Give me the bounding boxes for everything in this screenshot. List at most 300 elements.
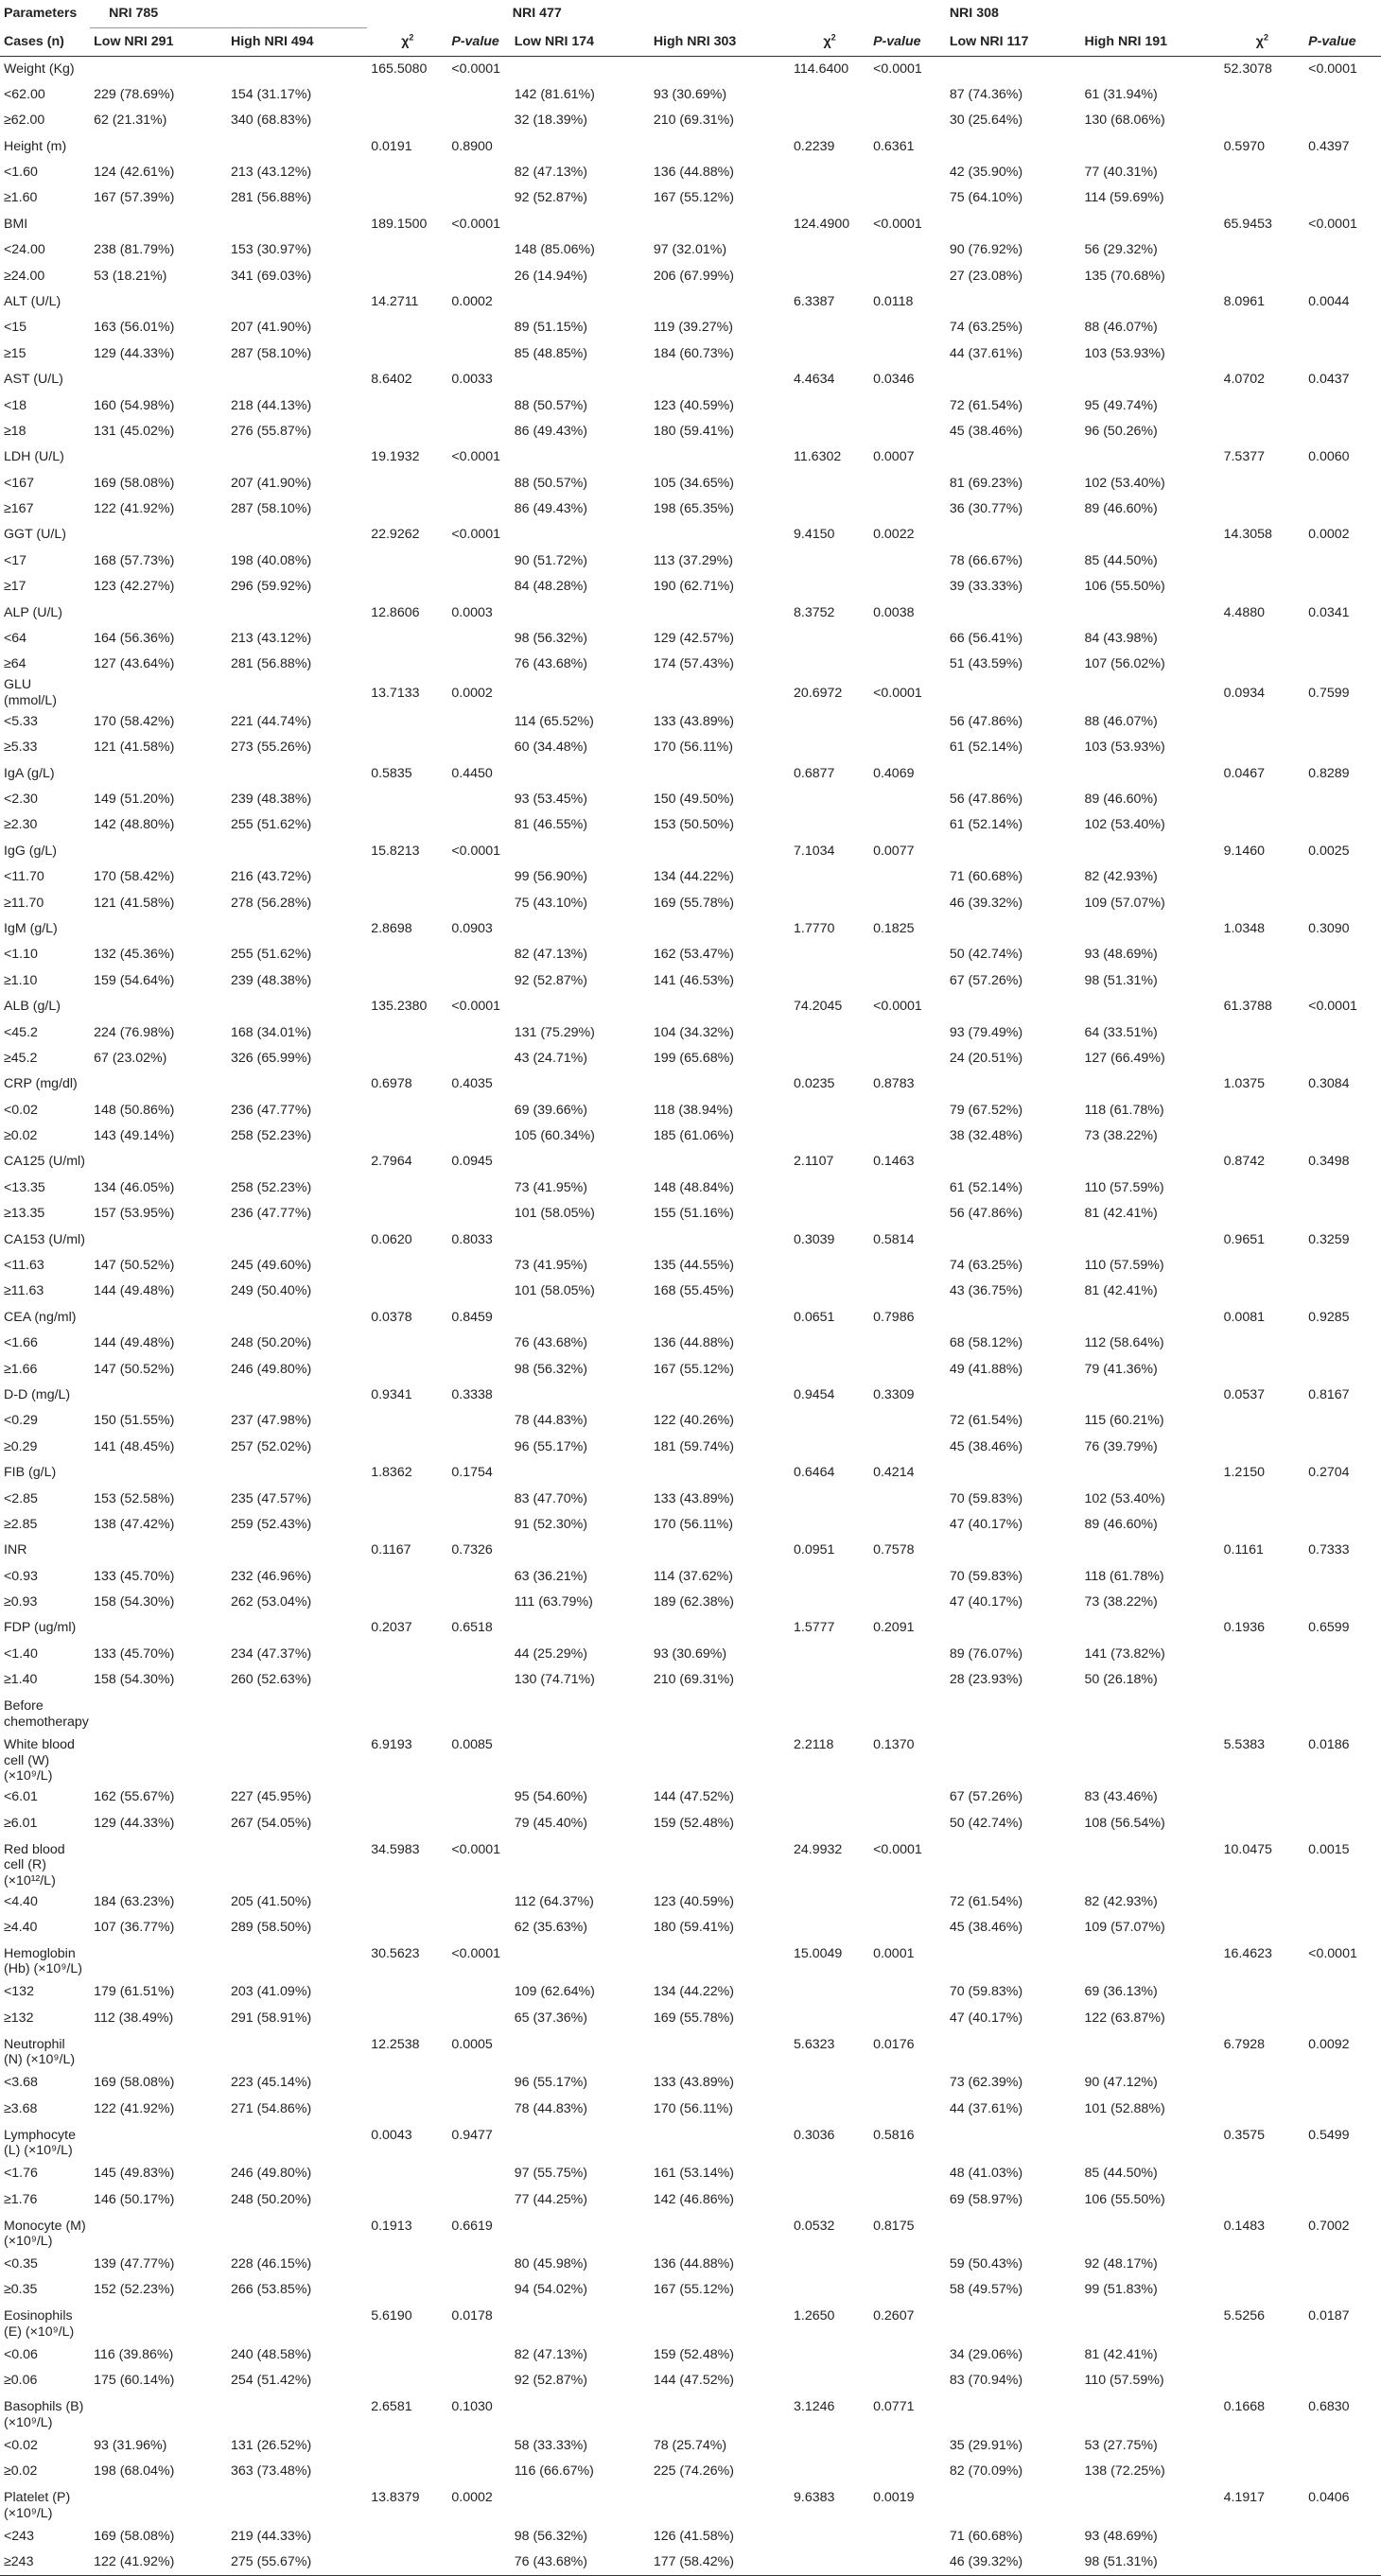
value-cell: 36 (30.77%)	[949, 501, 1023, 517]
table-row	[0, 1227, 1381, 1252]
value-cell	[946, 1149, 1081, 1175]
value-cell: 0.0060	[1308, 449, 1350, 465]
table-row	[0, 548, 1381, 573]
value-cell	[869, 1486, 946, 1511]
value-cell: 0.0022	[873, 527, 915, 543]
value-cell	[227, 600, 367, 625]
value-cell: 246 (49.80%)	[230, 1361, 312, 1377]
value-cell: 78 (25.74%)	[653, 2437, 727, 2453]
value-cell	[1304, 2277, 1381, 2303]
value-cell	[790, 1914, 869, 1940]
value-cell: 0.8742	[1223, 1154, 1265, 1170]
value-cell: 144 (49.48%)	[94, 1283, 175, 1299]
value-cell: 258 (52.23%)	[230, 1128, 312, 1144]
value-cell: 64 (33.51%)	[1084, 1024, 1158, 1040]
value-cell: 239 (48.38%)	[230, 972, 312, 988]
value-cell	[511, 56, 650, 81]
value-cell: 12.2538	[371, 2036, 420, 2052]
value-cell: 11.6302	[794, 449, 842, 465]
value-cell: 27 (23.08%)	[949, 268, 1023, 284]
table-row	[0, 1460, 1381, 1486]
value-cell	[367, 1486, 447, 1511]
value-cell: 88 (50.57%)	[514, 397, 588, 413]
parameter-cell: ≥45.2	[4, 1050, 38, 1066]
value-cell	[511, 1615, 650, 1641]
value-cell: 81 (42.41%)	[1084, 1283, 1158, 1299]
value-cell: 93 (48.69%)	[1084, 947, 1158, 963]
value-cell: 95 (49.74%)	[1084, 397, 1158, 413]
value-cell: 49 (41.88%)	[949, 1361, 1023, 1377]
value-cell	[790, 1331, 869, 1356]
value-cell	[1304, 81, 1381, 107]
value-cell	[1304, 2341, 1381, 2367]
value-cell	[227, 2303, 367, 2341]
value-cell: 106 (55.50%)	[1084, 579, 1165, 595]
value-cell	[650, 2122, 790, 2161]
table-row	[0, 967, 1381, 993]
value-cell	[90, 677, 227, 708]
value-cell: 83 (47.70%)	[514, 1490, 588, 1506]
value-cell	[367, 787, 447, 812]
value-cell: 255 (51.62%)	[230, 947, 312, 963]
value-cell: 6.9193	[371, 1737, 412, 1753]
value-cell	[511, 1071, 650, 1097]
value-cell: 0.6877	[794, 765, 835, 781]
parameter-cell: Basophils (B) (×10⁹/L)	[4, 2399, 84, 2430]
value-cell: 126 (41.58%)	[653, 2528, 734, 2544]
value-cell	[447, 942, 510, 967]
value-cell: 184 (63.23%)	[94, 1893, 175, 1909]
value-cell: 213 (43.12%)	[230, 165, 312, 180]
value-cell: 72 (61.54%)	[949, 397, 1023, 413]
value-cell: 210 (69.31%)	[653, 1672, 734, 1688]
value-cell	[367, 470, 447, 496]
value-cell	[447, 1434, 510, 1459]
value-cell: 101 (58.05%)	[514, 1206, 595, 1222]
value-cell: 42 (35.90%)	[949, 165, 1023, 180]
value-cell: 131 (26.52%)	[230, 2437, 312, 2453]
value-cell: 50 (26.18%)	[1084, 1672, 1158, 1688]
value-cell	[447, 2252, 510, 2277]
value-cell	[367, 2341, 447, 2367]
value-cell: 136 (44.88%)	[653, 2256, 734, 2272]
parameter-cell: <0.93	[4, 1568, 38, 1584]
value-cell: 210 (69.31%)	[653, 113, 734, 129]
value-cell: 92 (52.87%)	[514, 2373, 588, 2389]
value-cell	[790, 1045, 869, 1070]
value-cell	[790, 1253, 869, 1279]
value-cell: 102 (53.40%)	[1084, 475, 1165, 491]
table-row	[0, 1563, 1381, 1589]
value-cell	[869, 1693, 946, 1732]
value-cell	[869, 708, 946, 734]
value-cell: 2.1107	[794, 1154, 834, 1170]
value-cell	[447, 735, 510, 760]
value-cell	[650, 2484, 790, 2523]
value-cell: 150 (49.50%)	[653, 791, 734, 807]
value-cell	[1220, 1914, 1305, 1940]
value-cell	[90, 2303, 227, 2341]
value-cell	[447, 2096, 510, 2121]
value-cell	[1304, 1123, 1381, 1149]
value-cell: 224 (76.98%)	[94, 1024, 175, 1040]
value-cell	[1304, 2070, 1381, 2096]
value-cell	[790, 2523, 869, 2549]
value-cell	[1080, 133, 1219, 159]
value-cell: 0.0537	[1223, 1386, 1265, 1402]
value-cell	[869, 1784, 946, 1810]
cases-header-label: Cases (n)	[4, 33, 64, 49]
value-cell	[650, 1615, 790, 1641]
value-cell: 144 (47.52%)	[653, 1789, 734, 1805]
value-cell: 89 (46.60%)	[1084, 1516, 1158, 1532]
value-cell	[1304, 1641, 1381, 1666]
value-cell	[650, 677, 790, 708]
value-cell	[511, 1149, 650, 1175]
parameter-cell: IgM (g/L)	[4, 920, 58, 936]
value-cell	[1304, 652, 1381, 677]
value-cell	[1080, 1941, 1219, 1979]
parameter-cell: ≥132	[4, 2010, 34, 2026]
value-cell	[447, 1408, 510, 1434]
value-cell: 75 (64.10%)	[949, 190, 1023, 206]
table-row	[0, 315, 1381, 340]
value-cell	[511, 211, 650, 236]
value-cell	[869, 1408, 946, 1434]
value-cell: 14.2711	[371, 293, 419, 309]
value-cell	[90, 2393, 227, 2432]
table-row	[0, 1201, 1381, 1227]
value-cell: 93 (31.96%)	[94, 2437, 167, 2453]
value-cell	[447, 2432, 510, 2458]
value-cell	[367, 263, 447, 288]
value-cell	[790, 1408, 869, 1434]
value-cell: 0.6518	[451, 1620, 493, 1636]
value-cell	[1220, 1253, 1305, 1279]
value-cell	[90, 838, 227, 863]
value-cell	[946, 1615, 1081, 1641]
value-cell: 102 (53.40%)	[1084, 1490, 1165, 1506]
value-cell	[1080, 2393, 1219, 2432]
value-cell: 61.3788	[1223, 999, 1272, 1015]
value-cell: 101 (52.88%)	[1084, 2100, 1165, 2116]
value-cell: 136 (44.88%)	[653, 165, 734, 180]
value-cell: 0.0092	[1308, 2036, 1350, 2052]
value-cell	[447, 967, 510, 993]
table-row	[0, 1383, 1381, 1408]
parameter-cell: LDH (U/L)	[4, 449, 64, 465]
value-cell	[1304, 1279, 1381, 1304]
value-cell	[90, 367, 227, 392]
value-cell	[511, 1941, 650, 1979]
value-cell	[869, 81, 946, 107]
value-cell	[790, 652, 869, 677]
value-cell	[1220, 2341, 1305, 2367]
value-cell	[790, 1590, 869, 1615]
value-cell	[227, 1693, 367, 1732]
value-cell: 56 (29.32%)	[1084, 242, 1158, 258]
value-cell: 15.8213	[371, 843, 420, 859]
value-cell: 0.9454	[794, 1386, 835, 1402]
value-cell: 236 (47.77%)	[230, 1102, 312, 1118]
value-cell	[869, 1434, 946, 1459]
table-row	[0, 1836, 1381, 1889]
value-cell	[447, 1097, 510, 1123]
value-cell: 4.0702	[1223, 372, 1265, 388]
value-cell: 175 (60.14%)	[94, 2373, 175, 2389]
value-cell	[511, 1304, 650, 1330]
value-cell	[1220, 1888, 1305, 1914]
value-cell: 43 (24.71%)	[514, 1050, 588, 1066]
value-cell: 104 (34.32%)	[653, 1024, 734, 1040]
value-cell: 28 (23.93%)	[949, 1672, 1023, 1688]
value-cell: 0.4069	[873, 765, 915, 781]
value-cell: 81 (69.23%)	[949, 475, 1023, 491]
value-cell: 1.2150	[1223, 1465, 1265, 1481]
value-cell	[869, 1045, 946, 1070]
value-cell: 0.2239	[794, 138, 835, 154]
value-cell	[367, 185, 447, 211]
value-cell: 221 (44.74%)	[230, 713, 312, 729]
value-cell: 0.4397	[1308, 138, 1350, 154]
table-row	[0, 2070, 1381, 2096]
table-row	[0, 1693, 1381, 1732]
value-cell	[650, 760, 790, 786]
parameter-cell: <15	[4, 320, 27, 336]
value-cell	[1220, 2550, 1305, 2575]
value-cell: 0.2037	[371, 1620, 412, 1636]
value-cell	[1220, 81, 1305, 107]
value-cell	[90, 994, 227, 1019]
value-cell	[90, 1227, 227, 1252]
value-cell	[90, 2031, 227, 2070]
value-cell: 207 (41.90%)	[230, 475, 312, 491]
value-cell	[790, 2070, 869, 2096]
value-cell: 81 (42.41%)	[1084, 2346, 1158, 2362]
value-cell: 267 (54.05%)	[230, 1815, 312, 1831]
value-cell	[227, 1227, 367, 1252]
value-cell	[367, 652, 447, 677]
value-cell	[367, 2550, 447, 2575]
value-cell	[1080, 994, 1219, 1019]
value-cell	[1304, 787, 1381, 812]
value-cell: 185 (61.06%)	[653, 1128, 734, 1144]
parameter-cell: Neutrophil (N) (×10⁹/L)	[4, 2036, 76, 2068]
value-cell: 82 (42.93%)	[1084, 1893, 1158, 1909]
value-cell: 56 (47.86%)	[949, 791, 1023, 807]
value-cell	[1220, 708, 1305, 734]
value-cell: 169 (58.08%)	[94, 2075, 175, 2091]
value-cell	[227, 1732, 367, 1784]
value-cell: 236 (47.77%)	[230, 1206, 312, 1222]
value-cell	[790, 237, 869, 263]
value-cell: 0.0043	[371, 2127, 412, 2143]
value-cell: 44 (25.29%)	[514, 1645, 588, 1662]
value-cell	[790, 1175, 869, 1200]
value-cell	[90, 600, 227, 625]
value-cell: 109 (62.64%)	[514, 1984, 595, 2000]
value-cell	[1304, 864, 1381, 890]
value-cell: 52.3078	[1223, 61, 1272, 77]
value-cell: 114 (65.52%)	[514, 713, 594, 729]
value-cell: 0.0007	[873, 449, 915, 465]
parameter-cell: Height (m)	[4, 138, 67, 154]
parameter-cell: FIB (g/L)	[4, 1465, 57, 1481]
value-cell: 80 (45.98%)	[514, 2256, 588, 2272]
value-cell: 134 (44.22%)	[653, 869, 734, 885]
value-cell	[447, 1590, 510, 1615]
value-cell	[650, 1149, 790, 1175]
value-cell: 148 (85.06%)	[514, 242, 595, 258]
value-cell: 0.4214	[873, 1465, 915, 1481]
value-cell	[869, 340, 946, 366]
value-cell: 0.0044	[1308, 293, 1350, 309]
value-cell	[1220, 1810, 1305, 1836]
value-cell: 163 (56.01%)	[94, 320, 175, 336]
value-cell: 118 (61.78%)	[1084, 1568, 1164, 1584]
value-cell: 69 (58.97%)	[949, 2191, 1023, 2207]
value-cell: 63 (36.21%)	[514, 1568, 588, 1584]
value-cell	[1304, 185, 1381, 211]
value-cell: 107 (56.02%)	[1084, 656, 1165, 672]
value-cell: <0.0001	[451, 61, 501, 77]
value-cell: 0.1913	[371, 2218, 412, 2234]
table-row	[0, 2031, 1381, 2070]
value-cell	[447, 2070, 510, 2096]
table-row	[0, 1149, 1381, 1175]
value-cell: <0.0001	[1308, 61, 1357, 77]
value-cell	[946, 1538, 1081, 1563]
value-cell	[90, 1383, 227, 1408]
value-cell	[869, 237, 946, 263]
value-cell: 0.0378	[371, 1309, 412, 1325]
value-cell: <0.0001	[451, 843, 501, 859]
value-cell	[650, 2303, 790, 2341]
value-cell: 213 (43.12%)	[230, 631, 312, 647]
value-cell: 5.6190	[371, 2308, 412, 2324]
value-cell	[1304, 1590, 1381, 1615]
value-cell	[1080, 838, 1219, 863]
value-cell: 0.3498	[1308, 1154, 1350, 1170]
value-cell: 0.7986	[873, 1309, 915, 1325]
value-cell: 46 (39.32%)	[949, 895, 1023, 911]
table-row	[0, 1097, 1381, 1123]
value-cell: 141 (48.45%)	[94, 1438, 175, 1454]
value-cell: 165.5080	[371, 61, 428, 77]
value-cell	[1080, 1615, 1219, 1641]
value-cell	[447, 2005, 510, 2030]
value-cell	[790, 1019, 869, 1045]
value-cell: 53 (18.21%)	[94, 268, 167, 284]
value-cell	[1080, 1071, 1219, 1097]
value-cell: 26 (14.94%)	[514, 268, 588, 284]
value-cell	[869, 263, 946, 288]
value-cell: 223 (45.14%)	[230, 2075, 312, 2091]
header-sub-row	[0, 27, 1381, 56]
value-cell	[946, 2213, 1081, 2252]
value-cell: 0.8459	[451, 1309, 493, 1325]
subheader-p-2: P-value	[869, 27, 946, 56]
value-cell: 138 (72.25%)	[1084, 2463, 1165, 2480]
value-cell	[1220, 1434, 1305, 1459]
value-cell: 78 (66.67%)	[949, 552, 1023, 568]
value-cell: 0.0025	[1308, 843, 1350, 859]
value-cell	[869, 315, 946, 340]
value-cell	[1080, 2031, 1219, 2070]
parameter-cell: ≥13.35	[4, 1206, 45, 1222]
value-cell	[447, 315, 510, 340]
subheader-high-3: High NRI 191	[1080, 27, 1219, 56]
value-cell	[367, 1511, 447, 1537]
table-row	[0, 1615, 1381, 1641]
value-cell: 122 (41.92%)	[94, 2100, 175, 2116]
value-cell: 62 (35.63%)	[514, 1919, 588, 1935]
value-cell	[1304, 418, 1381, 444]
value-cell: 86 (49.43%)	[514, 501, 588, 517]
value-cell	[447, 1201, 510, 1227]
value-cell	[1080, 2484, 1219, 2523]
table-row	[0, 1914, 1381, 1940]
value-cell: 106 (55.50%)	[1084, 2191, 1165, 2207]
value-cell	[1220, 967, 1305, 993]
value-cell: 340 (68.83%)	[230, 113, 312, 129]
value-cell	[367, 1019, 447, 1045]
value-cell: 0.0019	[873, 2490, 915, 2506]
value-cell: 92 (48.17%)	[1084, 2256, 1158, 2272]
value-cell	[946, 2122, 1081, 2161]
table-row	[0, 289, 1381, 315]
value-cell	[790, 2252, 869, 2277]
value-cell	[790, 470, 869, 496]
parameter-cell: CA125 (U/ml)	[4, 1154, 85, 1170]
value-cell: 155 (51.16%)	[653, 1206, 734, 1222]
value-cell: <0.0001	[873, 685, 922, 701]
value-cell: 225 (74.26%)	[653, 2463, 734, 2480]
value-cell: 102 (53.40%)	[1084, 817, 1165, 833]
value-cell: 170 (56.11%)	[653, 2100, 733, 2116]
parameter-cell: Hemoglobin (Hb) (×10⁹/L)	[4, 1945, 82, 1977]
value-cell	[1304, 574, 1381, 600]
value-cell: 110 (57.59%)	[1084, 1179, 1164, 1195]
value-cell	[869, 1667, 946, 1693]
value-cell	[1080, 677, 1219, 708]
value-cell	[1304, 1434, 1381, 1459]
value-cell: 78 (44.83%)	[514, 1413, 588, 1429]
value-cell: 170 (56.11%)	[653, 1516, 733, 1532]
table-row	[0, 1304, 1381, 1330]
parameter-cell: ≥1.60	[4, 190, 38, 206]
value-cell	[790, 2186, 869, 2212]
value-cell	[1304, 1667, 1381, 1693]
value-cell: 130 (68.06%)	[1084, 113, 1165, 129]
value-cell	[1220, 2432, 1305, 2458]
value-cell	[790, 735, 869, 760]
value-cell	[447, 1331, 510, 1356]
value-cell: 190 (62.71%)	[653, 579, 734, 595]
table-row	[0, 56, 1381, 81]
value-cell: 90 (76.92%)	[949, 242, 1023, 258]
value-cell: 116 (39.86%)	[94, 2346, 174, 2362]
value-cell	[227, 1615, 367, 1641]
value-cell: 0.8900	[451, 138, 493, 154]
value-cell	[1080, 2213, 1219, 2252]
value-cell: <0.0001	[451, 527, 501, 543]
value-cell	[1220, 1486, 1305, 1511]
value-cell	[367, 1356, 447, 1382]
value-cell: 82 (70.09%)	[949, 2463, 1023, 2480]
value-cell	[946, 1304, 1081, 1330]
value-cell: 273 (55.26%)	[230, 740, 312, 756]
